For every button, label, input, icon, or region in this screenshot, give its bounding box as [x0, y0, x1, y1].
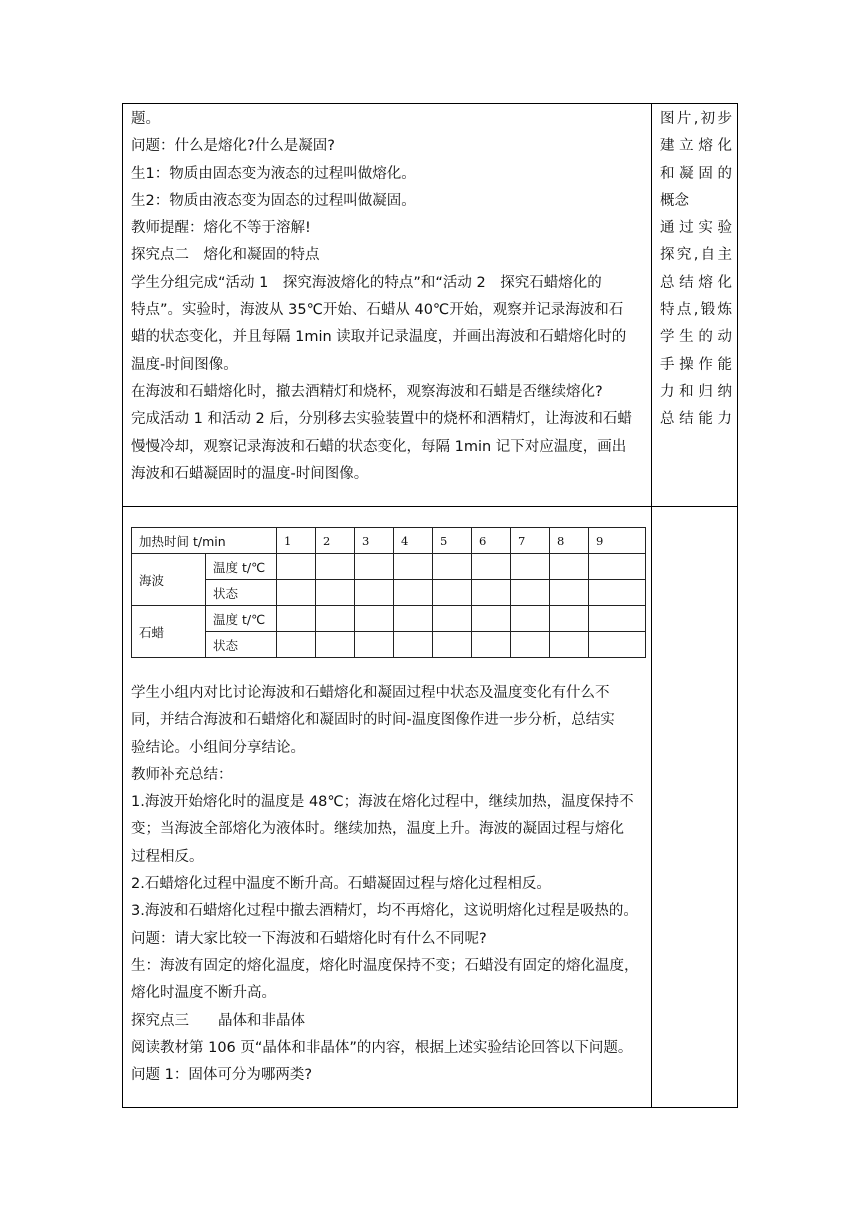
table-header-cell: 9	[589, 528, 646, 554]
empty-cell	[433, 580, 472, 606]
table-row	[132, 606, 646, 632]
side-note-line: 力和归纳	[660, 383, 732, 400]
record-table	[131, 527, 646, 658]
text-line: 同，并结合海波和石蜡熔化和凝固时的时间-温度图像作进一步分析，总结实	[131, 712, 615, 729]
text-line: 生：海波有固定的熔化温度，熔化时温度保持不变；石蜡没有固定的熔化温度，	[131, 957, 639, 974]
empty-cell	[394, 632, 433, 658]
text-line: 慢慢冷却，观察记录海波和石蜡的状态变化，每隔 1min 记下对应温度，画出	[131, 438, 627, 455]
text-line: 熔化时温度不断升高。	[131, 985, 276, 1002]
text-line: 蜡的状态变化，并且每隔 1min 读取并记录温度，并画出海波和石蜡熔化时的	[131, 329, 627, 346]
empty-cell	[355, 580, 394, 606]
text-line: 教师提醒：熔化不等于溶解!	[131, 220, 311, 237]
text-line: 生1：物质由固态变为液态的过程叫做熔化。	[131, 165, 416, 182]
text-line: 3.海波和石蜡熔化过程中撤去酒精灯，均不再熔化，这说明熔化过程是吸热的。	[131, 903, 638, 920]
empty-cell	[277, 554, 316, 580]
side-note-line: 概念	[660, 192, 689, 209]
empty-cell	[550, 554, 589, 580]
empty-cell	[550, 632, 589, 658]
empty-cell	[433, 606, 472, 632]
empty-cell	[511, 606, 550, 632]
empty-cell	[511, 632, 550, 658]
text-line: 1.海波开始熔化时的温度是 48℃；海波在熔化过程中，继续加热，温度保持不	[131, 794, 634, 811]
empty-cell	[433, 632, 472, 658]
lesson-text-top	[131, 106, 646, 488]
row-group-label: 石蜡	[132, 606, 206, 658]
table-row	[132, 580, 646, 606]
empty-cell	[589, 632, 646, 658]
empty-cell	[472, 580, 511, 606]
empty-cell	[316, 580, 355, 606]
empty-cell	[589, 554, 646, 580]
text-line: 过程相反。	[131, 848, 204, 865]
text-line: 题。	[131, 111, 160, 127]
row-label: 状态	[206, 580, 277, 606]
text-line: 学生小组内对比讨论海波和石蜡熔化和凝固过程中状态及温度变化有什么不	[131, 685, 610, 701]
side-note-line: 学生的动	[660, 329, 732, 346]
row-group-label: 海波	[132, 554, 206, 606]
side-note-line: 总结熔化	[660, 274, 732, 291]
text-line: 问题：什么是熔化?什么是凝固?	[131, 138, 335, 155]
table-header-cell: 6	[472, 528, 511, 554]
empty-cell	[277, 580, 316, 606]
table-row	[132, 554, 646, 580]
row-label: 温度 t/℃	[206, 606, 277, 632]
empty-cell	[277, 632, 316, 658]
side-note-line: 特点,锻炼	[660, 302, 732, 319]
empty-cell	[433, 554, 472, 580]
empty-cell	[589, 606, 646, 632]
text-line: 完成活动 1 和活动 2 后，分别移去实验装置中的烧杯和酒精灯，让海波和石蜡	[131, 411, 632, 428]
text-line: 生2：物质由液态变为固态的过程叫做凝固。	[131, 192, 416, 209]
column-divider	[651, 103, 652, 1108]
empty-cell	[394, 606, 433, 632]
empty-cell	[550, 606, 589, 632]
table-header-cell: 3	[355, 528, 394, 554]
empty-cell	[316, 554, 355, 580]
text-line: 问题：请大家比较一下海波和石蜡熔化时有什么不同呢?	[131, 930, 487, 947]
text-line: 验结论。小组间分享结论。	[131, 739, 305, 756]
side-note-line: 和凝固的	[660, 165, 732, 182]
text-line: 学生分组完成“活动 1 探究海波熔化的特点”和“活动 2 探究石蜡熔化的	[131, 274, 602, 291]
empty-cell	[472, 632, 511, 658]
text-line: 2.石蜡熔化过程中温度不断升高。石蜡凝固过程与熔化过程相反。	[131, 876, 551, 893]
table-row	[132, 632, 646, 658]
empty-cell	[316, 632, 355, 658]
text-line: 教师补充总结：	[131, 766, 233, 783]
row-divider	[122, 506, 738, 507]
empty-cell	[277, 606, 316, 632]
table-header-cell: 2	[316, 528, 355, 554]
side-note-line: 通过实验	[660, 220, 732, 237]
section-heading: 探究点二 熔化和凝固的特点	[131, 247, 320, 264]
side-note-line: 探究,自主	[660, 247, 732, 264]
empty-cell	[355, 554, 394, 580]
table-header-label: 加热时间 t/min	[132, 528, 277, 554]
side-note-line: 手操作能	[660, 356, 732, 373]
design-intent-column	[660, 106, 732, 434]
lesson-text-bottom	[131, 680, 646, 1089]
empty-cell	[511, 580, 550, 606]
table-header-cell: 4	[394, 528, 433, 554]
text-line: 海波和石蜡凝固时的温度-时间图像。	[131, 465, 369, 482]
row-label: 状态	[206, 632, 277, 658]
empty-cell	[550, 580, 589, 606]
row-label: 温度 t/℃	[206, 554, 277, 580]
empty-cell	[355, 606, 394, 632]
table-header-cell: 8	[550, 528, 589, 554]
text-line: 温度-时间图像。	[131, 356, 238, 373]
side-note-line: 建立熔化	[660, 138, 732, 155]
empty-cell	[511, 554, 550, 580]
empty-cell	[472, 554, 511, 580]
table-header-cell: 1	[277, 528, 316, 554]
text-line: 特点”。实验时，海波从 35℃开始、石蜡从 40℃开始，观察并记录海波和石	[131, 302, 624, 319]
text-line: 阅读教材第 106 页“晶体和非晶体”的内容，根据上述实验结论回答以下问题。	[131, 1039, 633, 1056]
text-line: 在海波和石蜡熔化时，撤去酒精灯和烧杯，观察海波和石蜡是否继续熔化?	[131, 383, 603, 400]
empty-cell	[316, 606, 355, 632]
text-line: 变；当海波全部熔化为液体时。继续加热，温度上升。海波的凝固过程与熔化	[131, 821, 624, 838]
empty-cell	[394, 580, 433, 606]
table-header-cell: 7	[511, 528, 550, 554]
side-note-line: 图片,初步	[660, 111, 732, 127]
text-line: 问题 1：固体可分为哪两类?	[131, 1067, 313, 1084]
section-heading: 探究点三 晶体和非晶体	[131, 1012, 305, 1029]
empty-cell	[355, 632, 394, 658]
table-header-row	[132, 528, 646, 554]
empty-cell	[589, 580, 646, 606]
empty-cell	[394, 554, 433, 580]
empty-cell	[472, 606, 511, 632]
table-header-cell: 5	[433, 528, 472, 554]
side-note-line: 总结能力	[660, 411, 732, 428]
